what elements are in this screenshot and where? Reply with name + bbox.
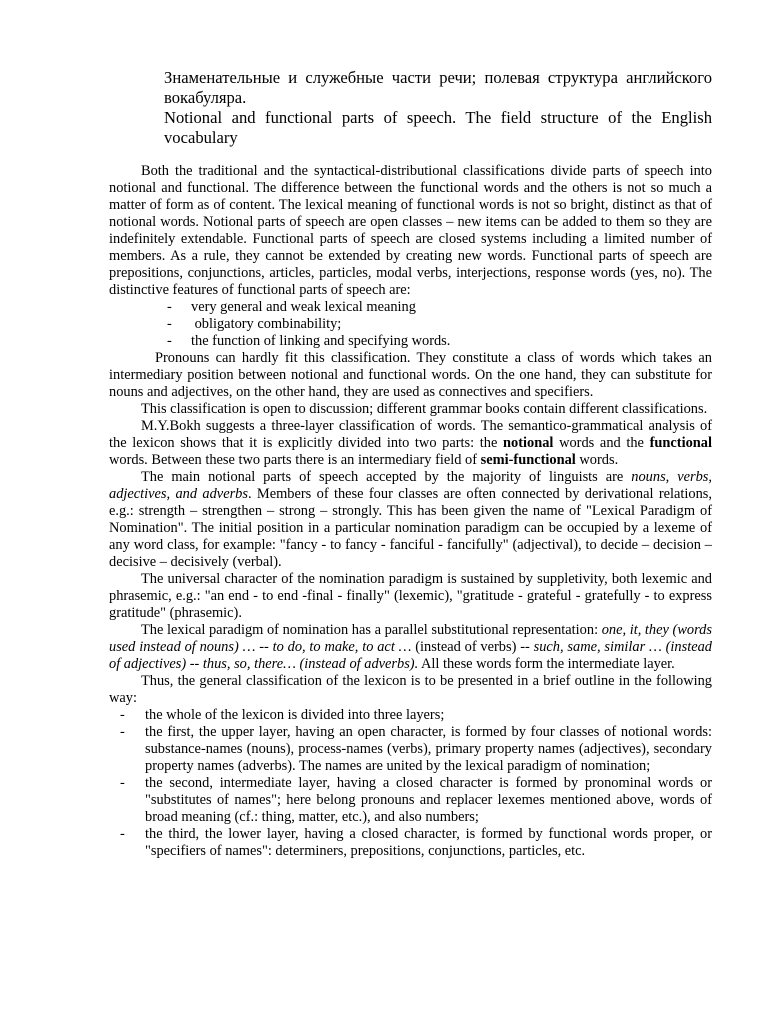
list-item-text: the function of linking and specifying words. xyxy=(191,333,451,349)
list-item xyxy=(109,299,712,316)
list-item-text: the whole of the lexicon is divided into three layers; xyxy=(145,707,445,723)
dash-bullet: - xyxy=(167,333,172,349)
layers-list xyxy=(109,707,712,860)
list-item xyxy=(109,333,712,350)
paragraph-universal: The universal character of the nomination paradigm is sustained by suppletivity, both lexemic and phrasemic, e.g.: "an end - to end -final - finally" (lexemic), "gratitude - grateful - gratefully - to express gratitude" (phrasemic). xyxy=(109,571,712,621)
dash-bullet: - xyxy=(120,707,125,723)
italic-parts-list: nouns, verbs, adjectives, and adverbs xyxy=(109,469,712,502)
list-item xyxy=(109,724,712,775)
italic-substitutes-1: one, it, they (words used instead of nouns) … -- to do, to make, to act … xyxy=(109,622,712,655)
list-item xyxy=(109,826,712,860)
title-russian: Знаменательные и служебные части речи; полевая структура английского вокабуляра. xyxy=(164,68,712,107)
list-item-text: the first, the upper layer, having an open character, is formed by four classes of notional words: substance-names (nouns), process-names (verbs), primary property names (adjectives), secondary property names (adverbs). The names are united by the lexical paradigm of nomination; xyxy=(145,724,712,774)
paragraph-notional-parts: The main notional parts of speech accepted by the majority of linguists are nouns, verbs, adjectives, and adverbs. Members of these four classes are often connected by derivational relations, e.g.: strength – strengthen – strong – strongly. This has been given the name of "Lexical Paradigm of Nomination". The initial position in a particular nomination paradigm can be occupied by a lexeme of any word class, for example: "fancy - to fancy - fanciful - fancifully" (adjectival), to decide – decision – decisive – decisively (verbal). xyxy=(109,469,712,570)
bold-semi-functional: semi-functional xyxy=(480,452,576,468)
list-item xyxy=(109,316,712,333)
paragraph-outline-intro: Thus, the general classification of the lexicon is to be presented in a brief outline in the following way: xyxy=(109,673,712,706)
title-english: Notional and functional parts of speech. The field structure of the English vocabulary xyxy=(164,108,712,147)
dash-bullet: - xyxy=(120,724,125,740)
dash-bullet: - xyxy=(167,299,172,315)
list-item xyxy=(109,775,712,826)
italic-substitutes-2: such, same, similar … (instead of adjectives) -- thus, so, there… (instead of adverbs). xyxy=(109,639,712,672)
list-item xyxy=(109,707,712,724)
list-item-text: very general and weak lexical meaning xyxy=(191,299,416,315)
list-item-text: obligatory combinability; xyxy=(191,316,342,332)
bold-notional: notional xyxy=(503,435,554,451)
list-item-text: the second, intermediate layer, having a closed character is formed by pronominal words or "substitutes of names"; here belong pronouns and replacer lexemes mentioned above, words of broad meaning (cf.: thing, matter, etc.), and also numbers; xyxy=(145,775,712,825)
dash-bullet: - xyxy=(120,826,125,842)
list-item-text: the third, the lower layer, having a closed character, is formed by functional words proper, or "specifiers of names": determiners, prepositions, conjunctions, particles, etc. xyxy=(145,826,712,859)
document-header xyxy=(164,68,712,147)
paragraph-intro: Both the traditional and the syntactical-distributional classifications divide parts of speech into notional and functional. The difference between the functional words and the others is not so much a matter of form as of content. The lexical meaning of functional words is not so bright, distinct as that of notional words. Notional parts of speech are open classes – new items can be added to them so they are indefinitely extendable. Functional parts of speech are closed systems including a limited number of members. As a rule, they cannot be extended by creating new words. Functional parts of speech are prepositions, conjunctions, articles, particles, modal verbs, interjections, response words (yes, no). The distinctive features of functional parts of speech are: xyxy=(109,163,712,298)
paragraph-discussion: This classification is open to discussion; different grammar books contain different classifications. xyxy=(141,401,708,417)
paragraph-pronouns: Pronouns can hardly fit this classification. They constitute a class of words which takes an intermediary position between notional and functional words. On the one hand, they can substitute for nouns and adjectives, on the other hand, they are used as connectives and specifiers. xyxy=(109,350,712,400)
paragraph-bokh: M.Y.Bokh suggests a three-layer classification of words. The semantico-grammatical analysis of the lexicon shows that it is explicitly divided into two parts: the notional words and the functional words. Between these two parts there is an intermediary field of semi-functional words. xyxy=(109,418,712,468)
document-body xyxy=(109,163,712,860)
dash-bullet: - xyxy=(167,316,172,332)
bold-functional: functional xyxy=(649,435,712,451)
dash-bullet: - xyxy=(120,775,125,791)
paragraph-substitution: The lexical paradigm of nomination has a parallel substitutional representation: one, it, they (words used instead of nouns) … -- to do, to make, to act … (instead of verbs) -- such, same, similar … (instead of adjectives) -- thus, so, there… (instead of adverbs). All these words form the intermediate layer. xyxy=(109,622,712,672)
features-list xyxy=(109,299,712,350)
